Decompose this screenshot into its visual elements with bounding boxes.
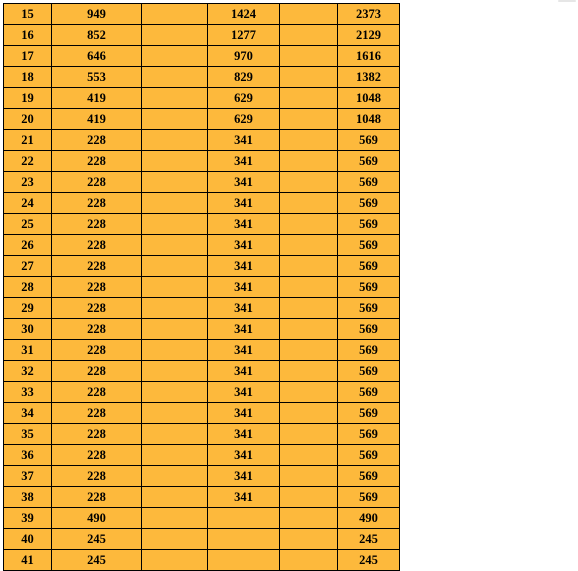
blank-cell — [142, 4, 208, 25]
table-row — [4, 298, 400, 319]
blank-cell — [142, 25, 208, 46]
value-c-cell: 341 — [208, 445, 280, 466]
total-cell: 569 — [338, 466, 400, 487]
row-number-cell: 30 — [4, 319, 52, 340]
total-cell: 569 — [338, 193, 400, 214]
blank-cell — [142, 109, 208, 130]
table-row — [4, 256, 400, 277]
blank-cell-2 — [280, 445, 338, 466]
blank-cell — [142, 403, 208, 424]
blank-cell-2 — [280, 403, 338, 424]
total-cell: 569 — [338, 361, 400, 382]
row-number-cell: 22 — [4, 151, 52, 172]
value-a-cell: 490 — [52, 508, 142, 529]
blank-cell-2 — [280, 67, 338, 88]
table-row — [4, 193, 400, 214]
blank-cell — [142, 214, 208, 235]
row-number-cell: 37 — [4, 466, 52, 487]
value-a-cell: 553 — [52, 67, 142, 88]
blank-cell — [142, 130, 208, 151]
total-cell: 2129 — [338, 25, 400, 46]
table-row — [4, 172, 400, 193]
blank-cell — [142, 193, 208, 214]
blank-cell-2 — [280, 319, 338, 340]
blank-cell — [142, 235, 208, 256]
blank-cell — [142, 67, 208, 88]
blank-cell-2 — [280, 298, 338, 319]
value-a-cell: 419 — [52, 109, 142, 130]
table-row — [4, 151, 400, 172]
table-row — [4, 319, 400, 340]
blank-cell-2 — [280, 340, 338, 361]
table-row — [4, 109, 400, 130]
value-a-cell: 228 — [52, 424, 142, 445]
value-c-cell: 341 — [208, 319, 280, 340]
blank-cell-2 — [280, 130, 338, 151]
row-number-cell: 18 — [4, 67, 52, 88]
table-row — [4, 403, 400, 424]
row-number-cell: 41 — [4, 550, 52, 571]
value-c-cell: 341 — [208, 298, 280, 319]
value-a-cell: 228 — [52, 382, 142, 403]
row-number-cell: 40 — [4, 529, 52, 550]
row-number-cell: 20 — [4, 109, 52, 130]
table-row — [4, 25, 400, 46]
row-number-cell: 34 — [4, 403, 52, 424]
blank-cell — [142, 424, 208, 445]
value-c-cell: 970 — [208, 46, 280, 67]
row-number-cell: 39 — [4, 508, 52, 529]
blank-cell-2 — [280, 508, 338, 529]
table-row — [4, 487, 400, 508]
blank-cell-2 — [280, 109, 338, 130]
table-body — [4, 4, 400, 571]
total-cell: 569 — [338, 151, 400, 172]
value-a-cell: 228 — [52, 193, 142, 214]
blank-cell-2 — [280, 88, 338, 109]
row-number-cell: 23 — [4, 172, 52, 193]
value-a-cell: 228 — [52, 298, 142, 319]
table-row — [4, 67, 400, 88]
table-row — [4, 277, 400, 298]
blank-cell — [142, 340, 208, 361]
table-row — [4, 550, 400, 571]
row-number-cell: 21 — [4, 130, 52, 151]
row-number-cell: 36 — [4, 445, 52, 466]
value-c-cell: 341 — [208, 256, 280, 277]
total-cell: 1616 — [338, 46, 400, 67]
total-cell: 569 — [338, 445, 400, 466]
total-cell: 569 — [338, 130, 400, 151]
total-cell: 569 — [338, 277, 400, 298]
value-c-cell: 629 — [208, 109, 280, 130]
value-a-cell: 228 — [52, 214, 142, 235]
value-a-cell: 228 — [52, 445, 142, 466]
total-cell: 2373 — [338, 4, 400, 25]
row-number-cell: 24 — [4, 193, 52, 214]
table-row — [4, 466, 400, 487]
blank-cell — [142, 298, 208, 319]
value-a-cell: 228 — [52, 403, 142, 424]
value-c-cell: 341 — [208, 403, 280, 424]
table-row — [4, 235, 400, 256]
blank-cell — [142, 46, 208, 67]
total-cell: 1382 — [338, 67, 400, 88]
row-number-cell: 38 — [4, 487, 52, 508]
value-a-cell: 646 — [52, 46, 142, 67]
table-row — [4, 46, 400, 67]
blank-cell-2 — [280, 235, 338, 256]
value-c-cell: 341 — [208, 235, 280, 256]
value-a-cell: 228 — [52, 361, 142, 382]
total-cell: 569 — [338, 487, 400, 508]
value-c-cell: 341 — [208, 277, 280, 298]
blank-cell — [142, 88, 208, 109]
value-c-cell: 341 — [208, 466, 280, 487]
row-number-cell: 17 — [4, 46, 52, 67]
row-number-cell: 16 — [4, 25, 52, 46]
table-row — [4, 361, 400, 382]
total-cell: 569 — [338, 214, 400, 235]
row-number-cell: 29 — [4, 298, 52, 319]
blank-cell — [142, 277, 208, 298]
table-row — [4, 424, 400, 445]
value-a-cell: 228 — [52, 172, 142, 193]
blank-cell — [142, 361, 208, 382]
blank-cell-2 — [280, 4, 338, 25]
blank-cell-2 — [280, 214, 338, 235]
blank-cell — [142, 172, 208, 193]
blank-cell-2 — [280, 46, 338, 67]
value-c-cell: 341 — [208, 361, 280, 382]
blank-cell-2 — [280, 487, 338, 508]
value-a-cell: 228 — [52, 340, 142, 361]
window-corner-mark — [558, 0, 576, 2]
value-c-cell: 341 — [208, 172, 280, 193]
value-a-cell: 949 — [52, 4, 142, 25]
total-cell: 245 — [338, 550, 400, 571]
value-a-cell: 852 — [52, 25, 142, 46]
blank-cell — [142, 508, 208, 529]
table-row — [4, 382, 400, 403]
value-a-cell: 228 — [52, 487, 142, 508]
total-cell: 1048 — [338, 88, 400, 109]
value-a-cell: 228 — [52, 466, 142, 487]
data-table-container — [3, 3, 399, 571]
blank-cell — [142, 256, 208, 277]
blank-cell-2 — [280, 256, 338, 277]
row-number-cell: 31 — [4, 340, 52, 361]
table-row — [4, 529, 400, 550]
total-cell: 569 — [338, 172, 400, 193]
blank-cell-2 — [280, 529, 338, 550]
blank-cell-2 — [280, 424, 338, 445]
row-number-cell: 35 — [4, 424, 52, 445]
table-row — [4, 88, 400, 109]
value-c-cell: 341 — [208, 340, 280, 361]
data-table — [3, 3, 400, 571]
value-c-cell: 341 — [208, 193, 280, 214]
table-row — [4, 508, 400, 529]
value-a-cell: 228 — [52, 277, 142, 298]
blank-cell — [142, 466, 208, 487]
value-a-cell: 228 — [52, 130, 142, 151]
row-number-cell: 27 — [4, 256, 52, 277]
total-cell: 569 — [338, 403, 400, 424]
blank-cell — [142, 550, 208, 571]
table-row — [4, 214, 400, 235]
value-c-cell: 1277 — [208, 25, 280, 46]
blank-cell-2 — [280, 550, 338, 571]
total-cell: 569 — [338, 298, 400, 319]
blank-cell-2 — [280, 466, 338, 487]
row-number-cell: 15 — [4, 4, 52, 25]
blank-cell — [142, 487, 208, 508]
value-c-cell: 629 — [208, 88, 280, 109]
value-c-cell: 341 — [208, 424, 280, 445]
blank-cell-2 — [280, 382, 338, 403]
value-c-cell: 829 — [208, 67, 280, 88]
value-c-cell — [208, 550, 280, 571]
total-cell: 569 — [338, 235, 400, 256]
blank-cell-2 — [280, 361, 338, 382]
row-number-cell: 19 — [4, 88, 52, 109]
value-a-cell: 245 — [52, 529, 142, 550]
value-a-cell: 228 — [52, 319, 142, 340]
total-cell: 245 — [338, 529, 400, 550]
blank-cell — [142, 151, 208, 172]
blank-cell — [142, 319, 208, 340]
value-c-cell: 341 — [208, 382, 280, 403]
table-row — [4, 130, 400, 151]
row-number-cell: 28 — [4, 277, 52, 298]
blank-cell-2 — [280, 151, 338, 172]
total-cell: 569 — [338, 340, 400, 361]
value-a-cell: 245 — [52, 550, 142, 571]
blank-cell-2 — [280, 193, 338, 214]
value-a-cell: 228 — [52, 235, 142, 256]
value-c-cell — [208, 508, 280, 529]
total-cell: 569 — [338, 256, 400, 277]
table-row — [4, 4, 400, 25]
total-cell: 569 — [338, 382, 400, 403]
total-cell: 490 — [338, 508, 400, 529]
value-c-cell: 1424 — [208, 4, 280, 25]
blank-cell — [142, 382, 208, 403]
row-number-cell: 33 — [4, 382, 52, 403]
value-c-cell: 341 — [208, 487, 280, 508]
value-c-cell: 341 — [208, 151, 280, 172]
table-row — [4, 445, 400, 466]
row-number-cell: 32 — [4, 361, 52, 382]
value-a-cell: 419 — [52, 88, 142, 109]
value-c-cell: 341 — [208, 214, 280, 235]
total-cell: 569 — [338, 424, 400, 445]
row-number-cell: 26 — [4, 235, 52, 256]
blank-cell-2 — [280, 172, 338, 193]
row-number-cell: 25 — [4, 214, 52, 235]
value-a-cell: 228 — [52, 151, 142, 172]
value-c-cell: 341 — [208, 130, 280, 151]
total-cell: 1048 — [338, 109, 400, 130]
value-c-cell — [208, 529, 280, 550]
blank-cell-2 — [280, 277, 338, 298]
blank-cell — [142, 445, 208, 466]
table-row — [4, 340, 400, 361]
value-a-cell: 228 — [52, 256, 142, 277]
total-cell: 569 — [338, 319, 400, 340]
blank-cell-2 — [280, 25, 338, 46]
blank-cell — [142, 529, 208, 550]
